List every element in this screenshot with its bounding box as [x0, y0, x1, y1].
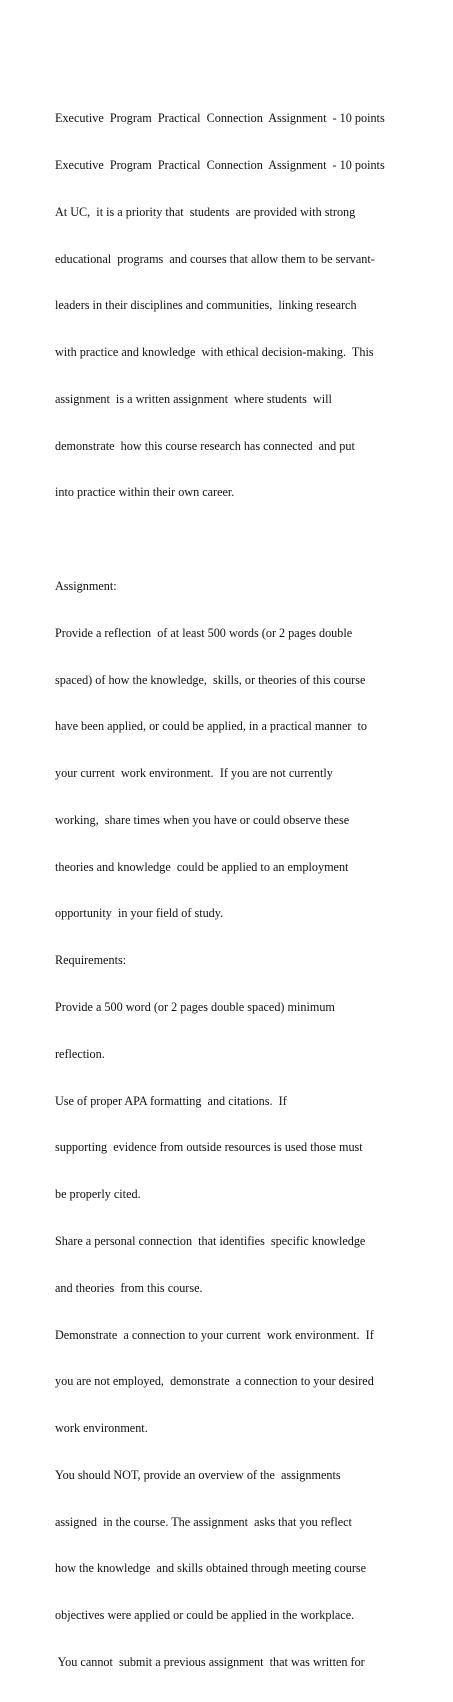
- line-12: Provide a reflection of at least 500 words (or 2 pages double: [55, 625, 353, 640]
- line-5: leaders in their disciplines and communities, linking research: [55, 298, 357, 313]
- line-21: reflection.: [55, 1046, 105, 1061]
- line-28: you are not employed, demonstrate a connection to your desired: [55, 1374, 374, 1389]
- line-14: have been applied, or could be applied, in a practical manner to: [55, 719, 368, 734]
- line-30: You should NOT, provide an overview of the assignments: [55, 1467, 341, 1482]
- line-1: Executive Program Practical Connection Assignment - 10 points: [55, 111, 385, 126]
- line-9: into practice within their own career.: [55, 485, 235, 500]
- line-17: theories and knowledge could be applied to an employment: [55, 859, 349, 874]
- line-15: your current work environment. If you are not currently: [55, 766, 333, 781]
- line-24: be properly cited.: [55, 1187, 141, 1202]
- line-4: educational programs and courses that allow them to be servant-: [55, 251, 375, 266]
- line-22: Use of proper APA formatting and citations. If: [55, 1093, 287, 1108]
- line-6: with practice and knowledge with ethical decision-making. This: [55, 345, 374, 360]
- line-25: Share a personal connection that identifies specific knowledge: [55, 1233, 366, 1248]
- line-20: Provide a 500 word (or 2 pages double spaced) minimum: [55, 1000, 335, 1015]
- line-34: You cannot submit a previous assignment that was written for: [55, 1654, 365, 1669]
- line-26: and theories from this course.: [55, 1280, 203, 1295]
- line-23: supporting evidence from outside resources is used those must: [55, 1140, 363, 1155]
- line-33: objectives were applied or could be applied in the workplace.: [55, 1608, 355, 1623]
- line-16: working, share times when you have or could observe these: [55, 812, 350, 827]
- line-10: [55, 532, 415, 548]
- line-18: opportunity in your field of study.: [55, 906, 224, 921]
- line-29: work environment.: [55, 1421, 148, 1436]
- line-31: assigned in the course. The assignment asks that you reflect: [55, 1514, 352, 1529]
- line-11: Assignment:: [55, 579, 117, 593]
- line-32: how the knowledge and skills obtained through meeting course: [55, 1561, 367, 1576]
- line-13: spaced) of how the knowledge, skills, or theories of this course: [55, 672, 366, 687]
- line-8: demonstrate how this course research has connected and put: [55, 438, 355, 453]
- line-7: assignment is a written assignment where students will: [55, 391, 332, 406]
- line-27: Demonstrate a connection to your current work environment. If: [55, 1327, 374, 1342]
- document-body: [55, 80, 415, 1702]
- line-2: Executive Program Practical Connection Assignment - 10 points: [55, 157, 385, 172]
- line-3: At UC, it is a priority that students are provided with strong: [55, 204, 356, 219]
- line-19: Requirements:: [55, 953, 127, 968]
